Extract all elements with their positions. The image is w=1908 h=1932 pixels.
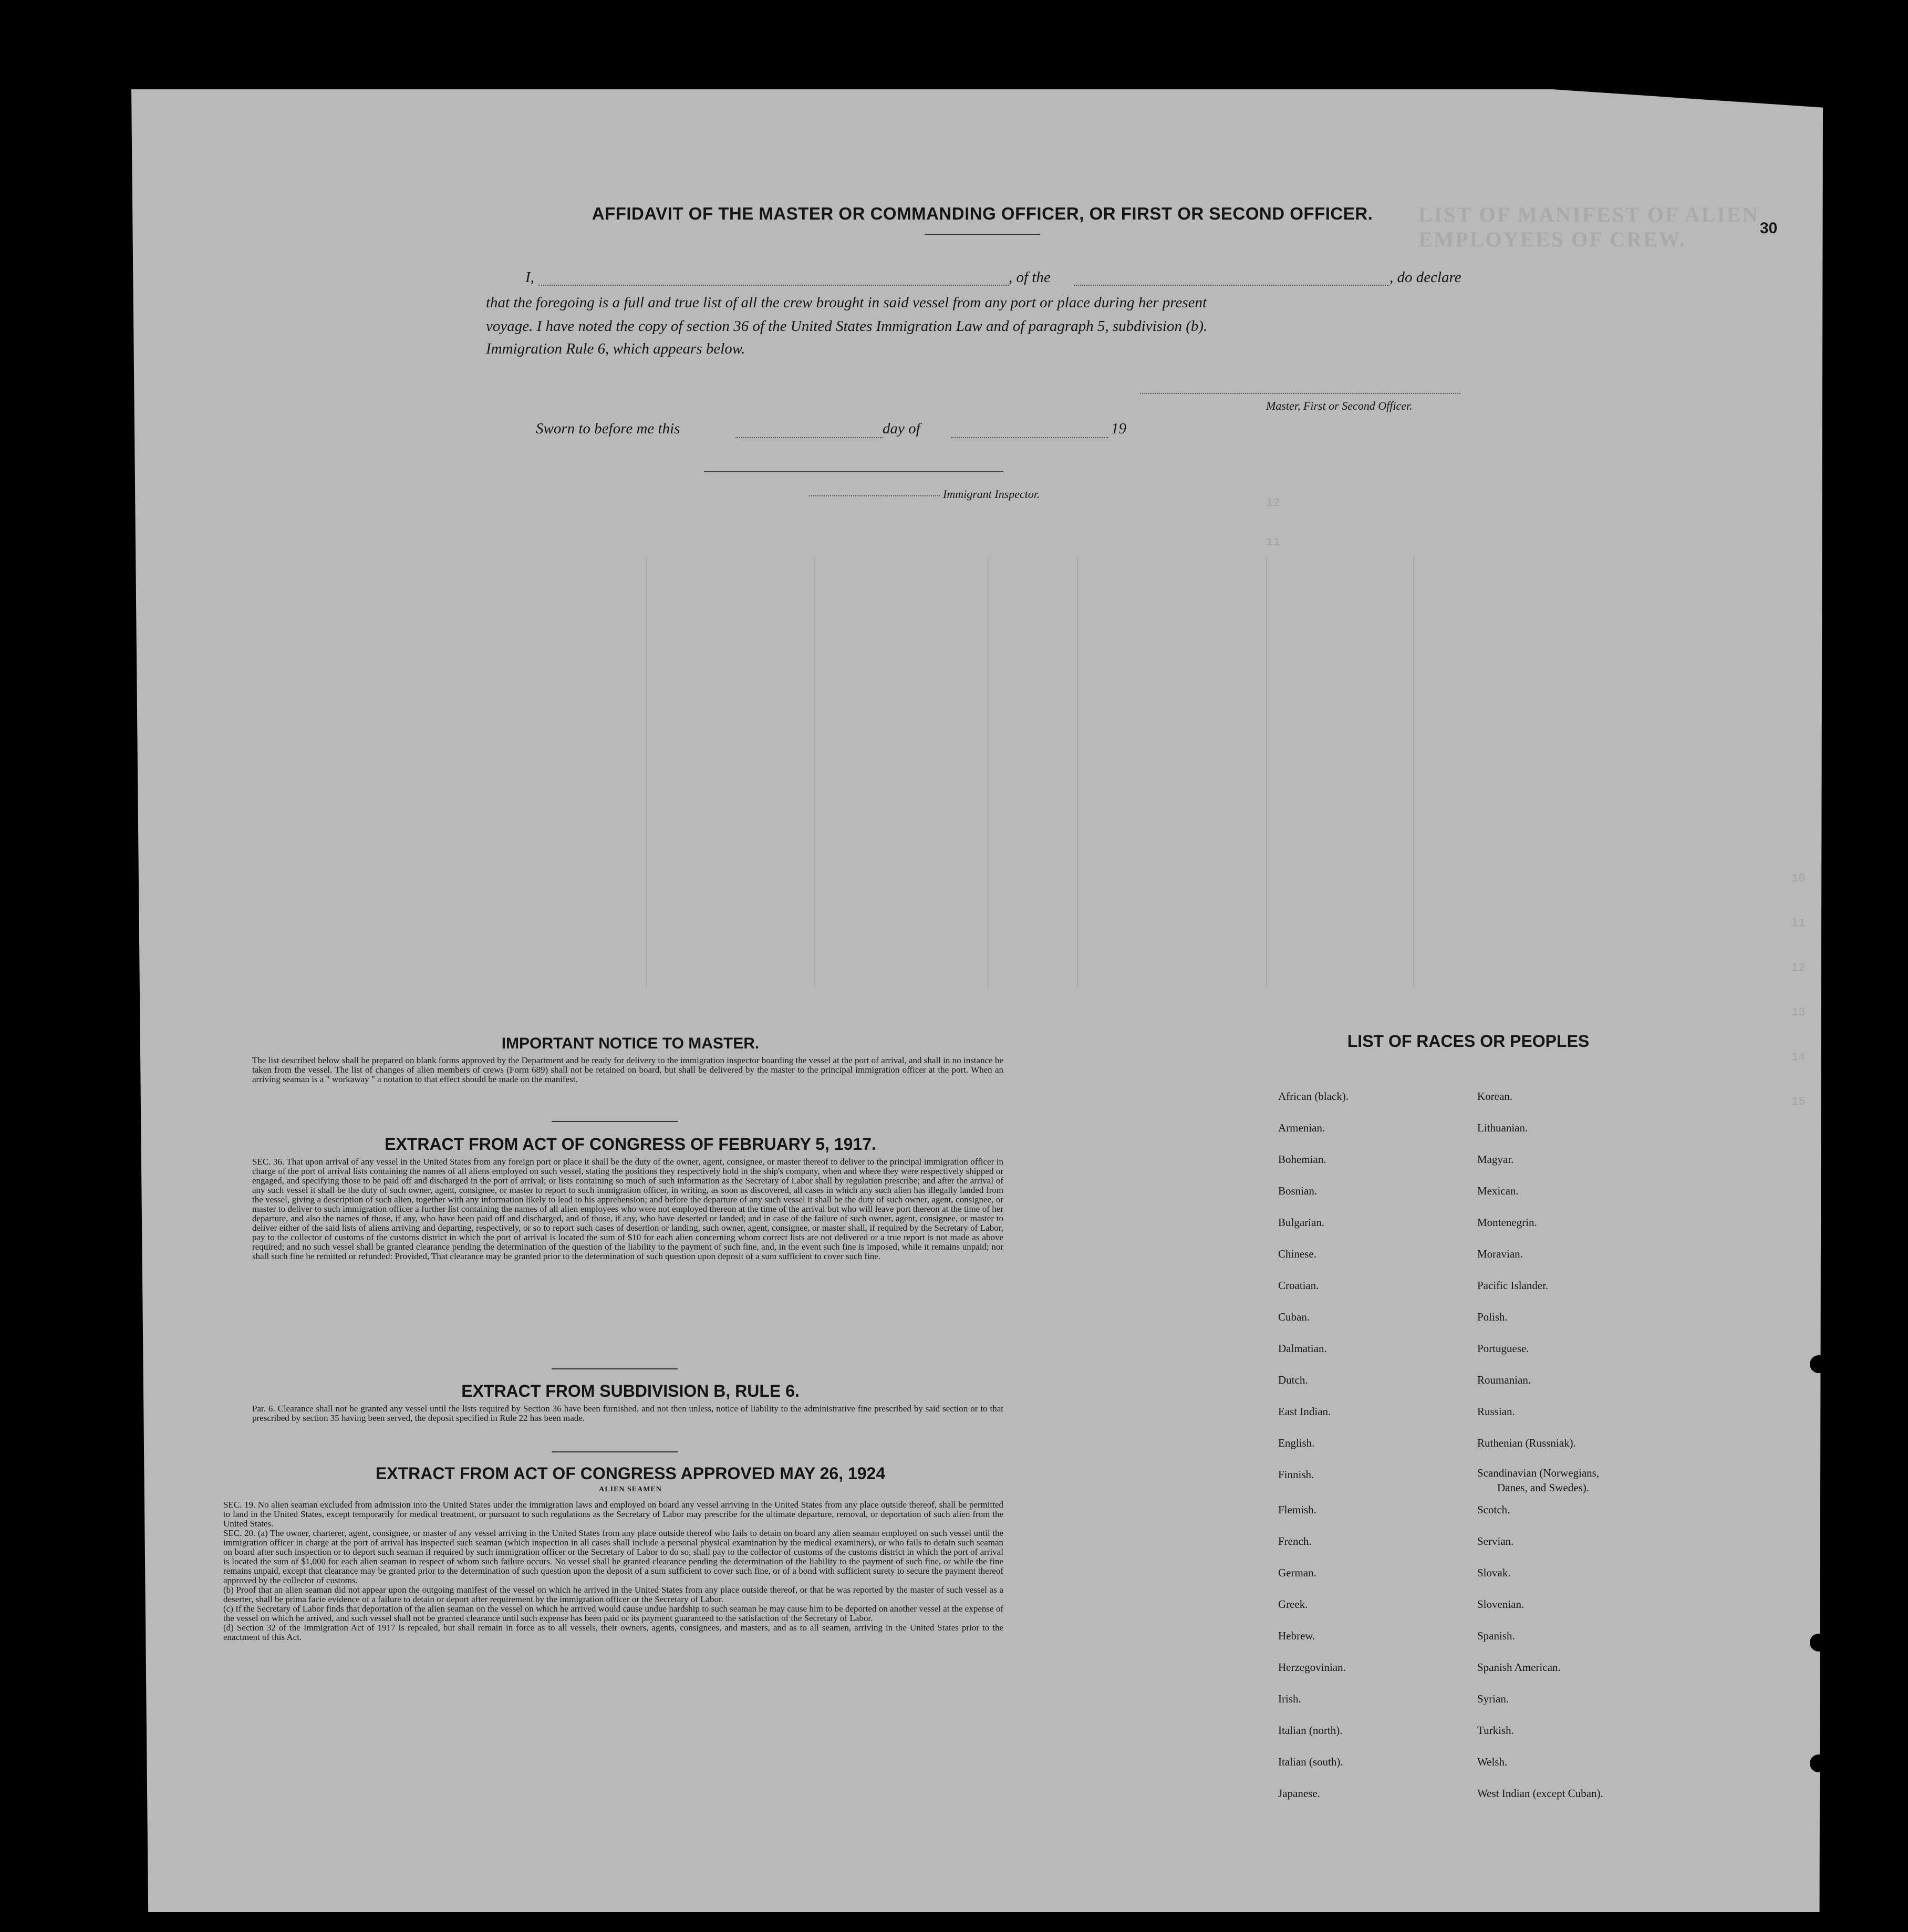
act-1924-paragraph: (c) If the Secretary of Labor finds that deportation of the alien seaman on the vessel on which he arrived would cause undue hardship to such seaman he may cause him to be deported on another vessel at the expense of the vessel on which he arrived, and such vessel shall not be granted clearance until such expense has been paid or its payment guaranteed to the satisfaction of the Secretary of Labor. xyxy=(223,1604,1003,1623)
race-item: Welsh. xyxy=(1477,1756,1508,1768)
race-item: Italian (north). xyxy=(1278,1724,1343,1737)
divider xyxy=(552,1121,678,1122)
act-1924-title: EXTRACT FROM ACT OF CONGRESS APPROVED MAY 26, 1924 xyxy=(375,1464,886,1483)
signature-line xyxy=(1140,393,1460,394)
affidavit-line1-middle: , of the xyxy=(1009,269,1051,286)
act-1924-paragraph: (d) Section 32 of the Immigration Act of 1917 is repealed, but shall remain in force as to all vessels, their owners, agents, consignees, and masters, and as to all seamen, arriving in the United States prior to the enactment of this Act. xyxy=(223,1623,1003,1642)
rule-6-title: EXTRACT FROM SUBDIVISION B, RULE 6. xyxy=(461,1382,800,1400)
bleed-through-rule xyxy=(1266,557,1267,988)
race-item: Ruthenian (Russniak). xyxy=(1477,1437,1576,1449)
inspector-rule xyxy=(704,471,1003,472)
divider xyxy=(925,234,1040,235)
affidavit-line3: voyage. I have noted the copy of section 36 of the United States Immigration Law and of paragraph 5, subdivision (b). xyxy=(486,318,1208,335)
sworn-day-of: day of xyxy=(883,420,920,437)
bleed-through-rule xyxy=(1413,557,1414,988)
sworn-day-blank xyxy=(735,437,883,438)
race-item: English. xyxy=(1278,1437,1315,1449)
notice-text: The list described below shall be prepared on blank forms approved by the Department and be ready for delivery to the immigration inspector boarding the vessel at the port of arrival, and shall in no instance be taken from the vessel. The list of changes of alien members of crews (Form 689) shall not be retained on board, but shall be delivered by the master to the principal immigration officer at the port. When an arriving seaman is a " workaway " a notation to that effect should be made on the manifest. xyxy=(252,1055,1003,1084)
bleed-through-row-number: 12 xyxy=(1266,496,1280,510)
race-item: German. xyxy=(1278,1566,1316,1579)
race-item: Armenian. xyxy=(1278,1121,1325,1134)
race-item: Herzegovinian. xyxy=(1278,1661,1346,1674)
race-item: Scotch. xyxy=(1477,1503,1510,1516)
affidavit-line4: Immigration Rule 6, which appears below. xyxy=(486,340,745,357)
bleed-through-rule xyxy=(1077,557,1078,988)
race-item: Finnish. xyxy=(1278,1468,1314,1481)
sworn-text: Sworn to before me this xyxy=(536,420,680,437)
race-item: Portuguese. xyxy=(1477,1342,1529,1355)
bleed-through-header: LIST OF MANIFEST OF ALIEN EMPLOYEES OF CREW. xyxy=(1418,203,1759,251)
vessel-name-blank xyxy=(1074,285,1389,286)
act-1924-body xyxy=(223,1500,1003,1642)
bleed-through-rule xyxy=(646,557,647,988)
bleed-through-rule xyxy=(988,557,989,988)
race-item: Magyar. xyxy=(1477,1153,1514,1166)
bleed-through-number: 11 xyxy=(1791,917,1806,930)
punch-hole xyxy=(1810,1355,1828,1373)
race-item: Montenegrin. xyxy=(1477,1216,1537,1229)
race-item: Flemish. xyxy=(1278,1503,1316,1516)
race-item: Irish. xyxy=(1278,1692,1301,1705)
race-item: Croatian. xyxy=(1278,1279,1319,1292)
page-number: 30 xyxy=(1760,220,1778,237)
race-item: Syrian. xyxy=(1477,1692,1509,1705)
bleed-through-number: 12 xyxy=(1791,961,1806,974)
race-item: Spanish. xyxy=(1477,1629,1515,1642)
race-item: East Indian. xyxy=(1278,1405,1331,1418)
divider xyxy=(552,1451,678,1452)
act-1924-paragraph: (b) Proof that an alien seaman did not appear upon the outgoing manifest of the vessel on which he arrived in the United States from any place outside thereof, or that he was reported by the master of such vessel as a deserter, shall be prima facie evidence of a failure to detain or deport after requirement by the immigration officer or the Secretary of Labor. xyxy=(223,1585,1003,1604)
inspector-signature-line xyxy=(809,495,940,496)
race-item: Scandinavian (Norwegians, xyxy=(1477,1467,1600,1479)
race-item: Greek. xyxy=(1278,1598,1308,1611)
race-item: Japanese. xyxy=(1278,1787,1320,1800)
race-item: Lithuanian. xyxy=(1477,1121,1528,1134)
bleed-through-number: 10 xyxy=(1791,872,1806,885)
master-name-blank xyxy=(538,285,1009,286)
affidavit-line2: that the foregoing is a full and true list of all the crew brought in said vessel from any port or place during her present xyxy=(486,294,1207,311)
race-item: Spanish American. xyxy=(1477,1661,1561,1674)
act-1924-paragraph: SEC. 19. No alien seaman excluded from admission into the United States under the immigration laws and employed on board any vessel arriving in the United States from any place outside thereof, shall be permitted to land in the United States, except temporarily for medical treatment, or pursuant to such regulations as the Secretary of Labor may prescribe for the ultimate departure, removal, or deportation of such alien from the United States. xyxy=(223,1500,1003,1529)
bleed-through-number: 15 xyxy=(1791,1095,1806,1108)
notice-title: IMPORTANT NOTICE TO MASTER. xyxy=(501,1035,760,1052)
punch-hole xyxy=(1810,1754,1828,1772)
affidavit-line1-start: I, xyxy=(525,269,534,286)
race-item: Servian. xyxy=(1477,1535,1514,1547)
sworn-year: 19 xyxy=(1111,420,1126,437)
race-item: Chinese. xyxy=(1278,1248,1316,1260)
race-item: Italian (south). xyxy=(1278,1756,1343,1768)
race-item: Russian. xyxy=(1477,1405,1515,1418)
race-item: Mexican. xyxy=(1477,1185,1519,1197)
divider xyxy=(552,1368,678,1369)
bleed-through-number: 14 xyxy=(1791,1051,1806,1064)
race-item: Bulgarian. xyxy=(1278,1216,1325,1229)
act-1917-title: EXTRACT FROM ACT OF CONGRESS OF FEBRUARY 5, 1917. xyxy=(385,1135,876,1154)
signature-caption: Master, First or Second Officer. xyxy=(1266,399,1413,412)
inspector-caption: Immigrant Inspector. xyxy=(943,487,1040,501)
act-1924-paragraph: SEC. 20. (a) The owner, charterer, agent, consignee, or master of any vessel arriving in the United States from any place outside thereof who fails to detain on board any alien seaman employed on such vessel until the immigration officer in charge at the port of arrival has inspected such seaman (which inspection in all cases shall include a personal physical examination by the medical examiners), or who fails to detain such seaman on board after such inspection or to deport such seaman if required by such immigration officer or the Secretary of Labor to do so, shall pay to the collector of customs of the customs district in which the port of arrival is located the sum of $1,000 for each alien seaman in respect of whom such failure occurs. No vessel shall be granted clearance pending the determination of the liability to the payment of such fine, or while the fine remains unpaid, except that clearance may be granted prior to the determination of such question upon the deposit of a sum sufficient to cover such fine, or of a bond with sufficient surety to secure the payment thereof approved by the collector of customs. xyxy=(223,1528,1003,1585)
bleed-through-rule xyxy=(814,557,815,988)
race-item: Danes, and Swedes). xyxy=(1497,1481,1589,1494)
sworn-month-blank xyxy=(951,437,1108,438)
race-item: Polish. xyxy=(1477,1311,1508,1323)
races-title: LIST OF RACES OR PEOPLES xyxy=(1347,1032,1590,1051)
punch-hole xyxy=(1810,1634,1828,1651)
act-1924-subtitle: ALIEN SEAMEN xyxy=(599,1486,662,1493)
race-item: Bohemian. xyxy=(1278,1153,1326,1166)
race-item: West Indian (except Cuban). xyxy=(1477,1787,1603,1800)
bleed-through-row-number: 11 xyxy=(1266,536,1280,549)
bleed-through-number: 13 xyxy=(1791,1006,1806,1019)
race-item: Slovenian. xyxy=(1477,1598,1525,1611)
race-item: Roumanian. xyxy=(1477,1374,1531,1386)
race-item: Dutch. xyxy=(1278,1374,1308,1386)
race-item: French. xyxy=(1278,1535,1312,1547)
race-item: Moravian. xyxy=(1477,1248,1523,1260)
race-item: African (black). xyxy=(1278,1090,1349,1103)
race-item: Pacific Islander. xyxy=(1477,1279,1549,1292)
race-item: Korean. xyxy=(1477,1090,1513,1103)
affidavit-title: AFFIDAVIT OF THE MASTER OR COMMANDING OFFICER, OR FIRST OR SECOND OFFICER. xyxy=(592,204,1373,223)
race-item: Slovak. xyxy=(1477,1566,1511,1579)
act-1917-text: SEC. 36. That upon arrival of any vessel in the United States from any foreign port or place it shall be the duty of the owner, agent, consignee, or master thereof to deliver to the principal immigration officer in charge of the port of arrival lists containing the names of all aliens employed on such vessel, stating the positions they respectively hold in the ship's company, when and where they were respectively shipped or engaged, and specifying those to be paid off and discharged in the port of arrival; or lists containing so much of such information as the Secretary of Labor shall by regulation prescribe; and after the arrival of any such vessel it shall be the duty of such owner, agent, consignee, or master to report to such immigration officer, in writing, as soon as discovered, all cases in which any such alien has illegally landed from the vessel, giving a description of such alien, together with any information likely to lead to his apprehension; and before the departure of any such vessel it shall be the duty of such owner, agent, consignee, or master to deliver to such immigration officer a further list containing the names of all alien employees who were not employed thereon at the time of the arrival but who will leave port thereon at the time of her departure, and also the names of those, if any, who have been paid off and discharged, and of those, if any, who have deserted or landed; and in case of the failure of such owner, agent, consignee, or master to deliver either of the said lists of aliens arriving and departing, respectively, or so to report such cases of desertion or landing, such owner, agent, consignee, or master shall, if required by the Secretary of Labor, pay to the collector of customs of the customs district in which the port of arrival is located the sum of $10 for each alien concerning whom correct lists are not delivered or a true report is not made as above required; and no such vessel shall be granted clearance pending the determination of the question of the liability to the payment of such fine, and, in the event such fine is imposed, while it remains unpaid; nor shall such fine be remitted or refunded: Provided, That clearance may be granted prior to the determination of such question upon deposit of a sum sufficient to cover such fine. xyxy=(252,1157,1003,1261)
affidavit-line1-end: , do declare xyxy=(1389,269,1461,286)
rule-6-text: Par. 6. Clearance shall not be granted any vessel until the lists required by Section 36 have been furnished, and not then unless, notice of liability to the administrative fine prescribed by said section or to that prescribed by section 35 having been served, the deposit specified in Rule 22 has been made. xyxy=(252,1404,1003,1423)
race-item: Hebrew. xyxy=(1278,1629,1315,1642)
race-item: Turkish. xyxy=(1477,1724,1514,1737)
race-item: Dalmatian. xyxy=(1278,1342,1327,1355)
race-item: Cuban. xyxy=(1278,1311,1310,1323)
race-item: Bosnian. xyxy=(1278,1185,1318,1197)
